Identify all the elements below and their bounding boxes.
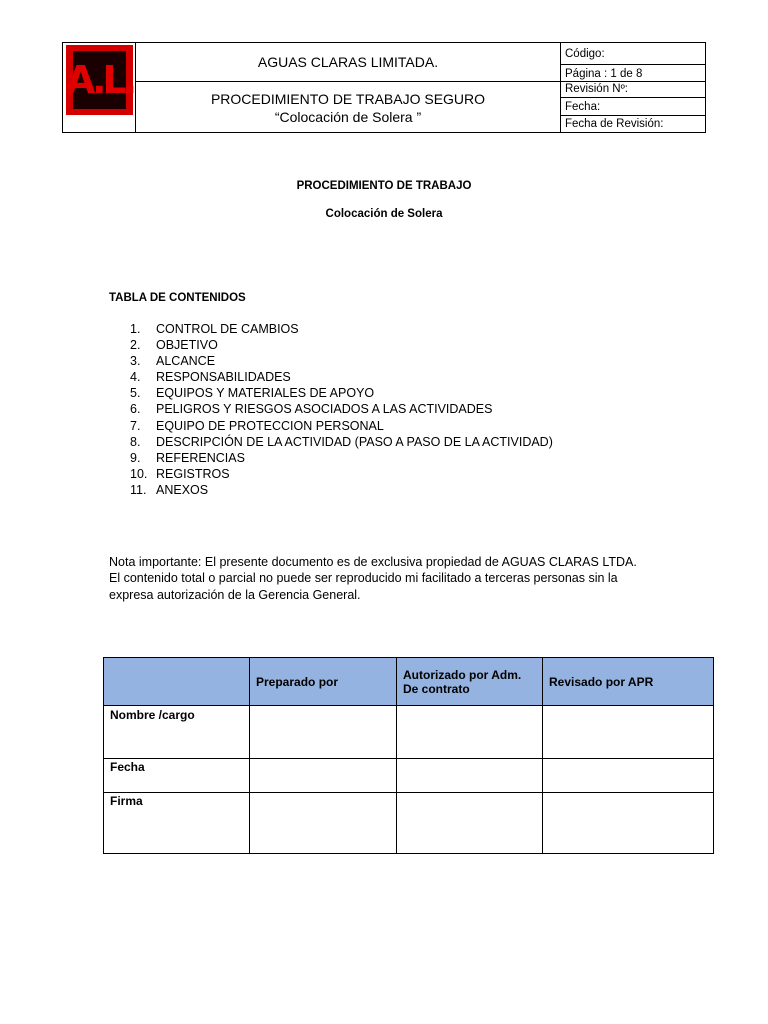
table-row xyxy=(104,793,714,854)
approval-table-header xyxy=(104,658,714,706)
document-title: PROCEDIMIENTO DE TRABAJO xyxy=(296,180,472,192)
cell-fecha-preparado[interactable] xyxy=(250,759,397,793)
toc-item: 3. ALCANCE xyxy=(130,354,216,369)
toc-item: 11. ANEXOS xyxy=(130,482,209,497)
row-label-nombre: Nombre /cargo xyxy=(104,706,250,759)
document-header xyxy=(62,42,706,133)
company-logo xyxy=(66,45,133,115)
header-title-cell xyxy=(136,43,561,132)
cell-nombre-autorizado[interactable] xyxy=(397,706,543,759)
procedure-title: PROCEDIMIENTO DE TRABAJO SEGURO xyxy=(210,91,486,107)
toc-item: 7. EQUIPO DE PROTECCION PERSONAL xyxy=(130,418,384,433)
header-autorizado-line2: De contrato xyxy=(403,681,470,696)
toc-item: 8. DESCRIPCIÓN DE LA ACTIVIDAD (PASO A PASO DE LA ACTIVIDAD) xyxy=(130,434,553,449)
cell-fecha-revisado[interactable] xyxy=(543,759,714,793)
logo-cell xyxy=(63,43,136,132)
approval-table xyxy=(103,657,714,854)
toc-heading: TABLA DE CONTENIDOS xyxy=(109,292,246,304)
header-preparado: Preparado por xyxy=(250,658,397,706)
procedure-title-block xyxy=(136,82,560,132)
header-meta-cell xyxy=(561,43,705,132)
logo-text: A.L. xyxy=(66,58,134,102)
document-subtitle: Colocación de Solera xyxy=(325,208,443,220)
note-line: expresa autorización de la Gerencia General. xyxy=(109,587,361,602)
toc-list xyxy=(130,321,553,498)
note-line: El contenido total o parcial no puede ser reproducido mi facilitado a terceras personas sin la xyxy=(109,571,618,586)
revision-field: Revisión Nº: xyxy=(561,82,705,98)
cell-nombre-revisado[interactable] xyxy=(543,706,714,759)
fecha-field: Fecha: xyxy=(561,98,705,116)
header-empty-cell xyxy=(104,658,250,706)
toc-item: 2. OBJETIVO xyxy=(130,338,218,353)
codigo-field: Código: xyxy=(561,43,705,65)
company-name: AGUAS CLARAS LIMITADA. xyxy=(136,43,560,82)
toc-item: 1. CONTROL DE CAMBIOS xyxy=(130,322,299,336)
header-autorizado-line1: Autorizado por Adm. xyxy=(403,667,522,682)
header-revisado: Revisado por APR xyxy=(543,658,714,706)
toc-item: 10. REGISTROS xyxy=(130,466,230,481)
important-note xyxy=(109,554,679,603)
cell-firma-autorizado[interactable] xyxy=(397,793,543,854)
cell-nombre-preparado[interactable] xyxy=(250,706,397,759)
toc-item: 6. PELIGROS Y RIESGOS ASOCIADOS A LAS ACTIVIDADES xyxy=(130,402,493,417)
cell-firma-revisado[interactable] xyxy=(543,793,714,854)
cell-firma-preparado[interactable] xyxy=(250,793,397,854)
toc-item: 9. REFERENCIAS xyxy=(130,450,245,465)
row-label-firma: Firma xyxy=(104,793,250,854)
table-row xyxy=(104,706,714,759)
table-row xyxy=(104,759,714,793)
cell-fecha-autorizado[interactable] xyxy=(397,759,543,793)
toc-item: 4. RESPONSABILIDADES xyxy=(130,370,291,385)
fecha-revision-field: Fecha de Revisión: xyxy=(565,118,664,130)
procedure-subtitle: “Colocación de Solera ” xyxy=(274,109,422,125)
row-label-fecha: Fecha xyxy=(104,759,250,793)
note-line: Nota importante: El presente documento es de exclusiva propiedad de AGUAS CLARAS LTDA. xyxy=(109,555,637,569)
pagina-field: Página : 1 de 8 xyxy=(561,65,705,82)
header-autorizado xyxy=(397,658,543,706)
toc-item: 5. EQUIPOS Y MATERIALES DE APOYO xyxy=(130,386,375,401)
